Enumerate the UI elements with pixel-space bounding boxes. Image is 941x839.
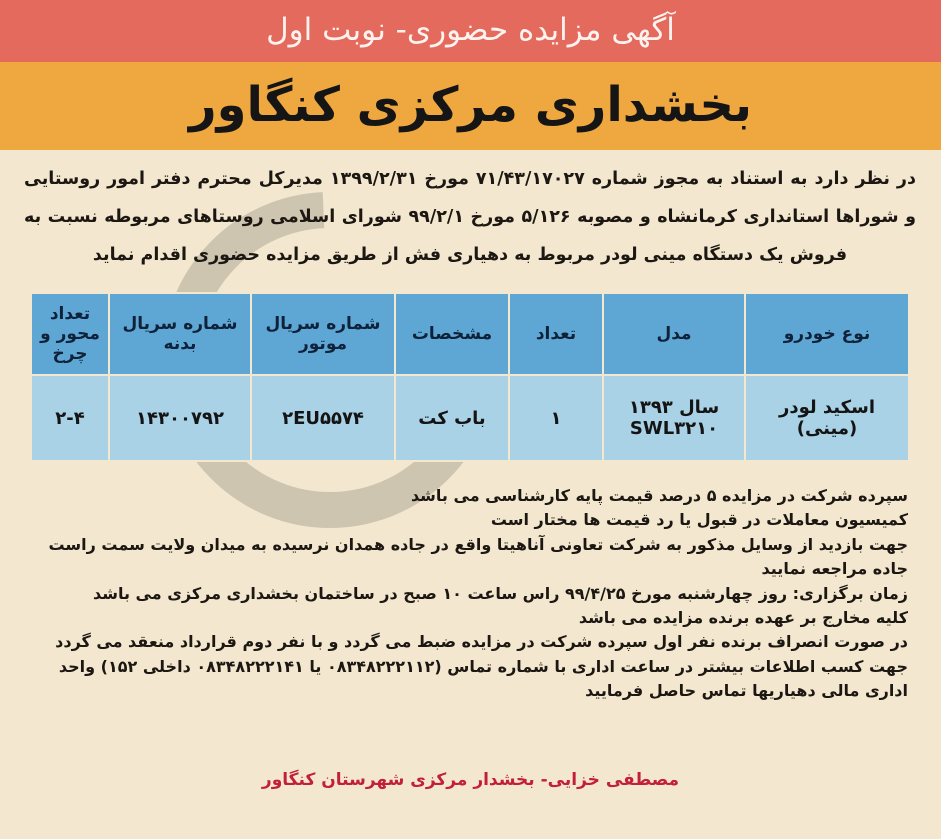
cell-specs: باب کت [395, 375, 509, 461]
cell-count: ۱ [509, 375, 603, 461]
header-body-serial: شماره سریال بدنه [109, 293, 251, 375]
notice-title: آگهی مزایده حضوری- نوبت اول [266, 12, 675, 48]
header-count: تعداد [509, 293, 603, 375]
intro-paragraph: در نظر دارد به استناد به مجوز شماره ۷۱/۴۳/۱۷۰۲۷ مورخ ۱۳۹۹/۲/۳۱ مدیرکل محترم دفتر امور روستایی و شوراها استانداری کرمانشاه و مصوبه ۵/۱۲۶ مورخ ۹۹/۲/۱ شورای اسلامی روستاهای مربوطه نسبت به فروش یک دستگاه مینی لودر مربوط به دهیاری فش از طریق مزایده حضوری اقدام نماید [24, 169, 916, 265]
header-axles-wheels: تعداد محور و چرخ [31, 293, 109, 375]
header-engine-serial: شماره سریال موتور [251, 293, 395, 375]
table-row [31, 375, 909, 461]
note-line: کمیسیون معاملات در قبول یا رد قیمت ها مختار است [490, 510, 908, 530]
note-line: جاده مراجعه نمایید [761, 559, 908, 579]
cell-model-year: سال ۱۳۹۳ [628, 397, 720, 418]
cell-engine-serial: ۲EU۵۵۷۴ [251, 375, 395, 461]
header-vehicle-type: نوع خودرو [745, 293, 909, 375]
note-line: سپرده شرکت در مزایده ۵ درصد قیمت پایه کارشناسی می باشد [410, 486, 908, 505]
cell-axles-wheels: ۲-۴ [31, 375, 109, 461]
note-line: زمان برگزاری: روز چهارشنبه مورخ ۹۹/۴/۲۵ راس ساعت ۱۰ صبح در ساختمان بخشداری مرکزی می باشد [92, 583, 908, 603]
vehicle-spec-table [30, 292, 910, 462]
notes-section [36, 484, 908, 704]
cell-body-serial: ۱۴۳۰۰۷۹۲ [109, 375, 251, 461]
header-model: مدل [603, 293, 745, 375]
table-header-row [31, 293, 909, 375]
cell-model [603, 375, 745, 461]
organization-banner [0, 62, 941, 150]
cell-vehicle-type: اسکید لودر (مینی) [745, 375, 909, 461]
signature: مصطفی خزایی- بخشدار مرکزی شهرستان کنگاور [261, 770, 680, 790]
cell-model-code: SWL۳۲۱۰ [629, 418, 719, 439]
note-line: اداری مالی دهیاریها تماس حاصل فرمایید [585, 681, 908, 701]
header-specs: مشخصات [395, 293, 509, 375]
note-line: در صورت انصراف برنده نفر اول سپرده شرکت در مزایده ضبط می گردد و با نفر دوم قرارداد منعقد می گردد [55, 632, 908, 652]
organization-name: بخشداری مرکزی کنگاور [189, 77, 752, 133]
notice-title-banner [0, 0, 941, 62]
note-line: جهت بازدید از وسایل مذکور به شرکت تعاونی آناهیتا واقع در جاده همدان نرسیده به میدان ولایت سمت راست [48, 534, 908, 554]
note-line: جهت کسب اطلاعات بیشتر در ساعت اداری با شماره تماس (۰۸۳۴۸۲۲۲۱۱۲ یا ۰۸۳۴۸۲۲۲۱۴۱ داخلی ۱۵۲) واحد [58, 656, 908, 676]
note-line: کلیه مخارج بر عهده برنده مزایده می باشد [578, 608, 908, 628]
